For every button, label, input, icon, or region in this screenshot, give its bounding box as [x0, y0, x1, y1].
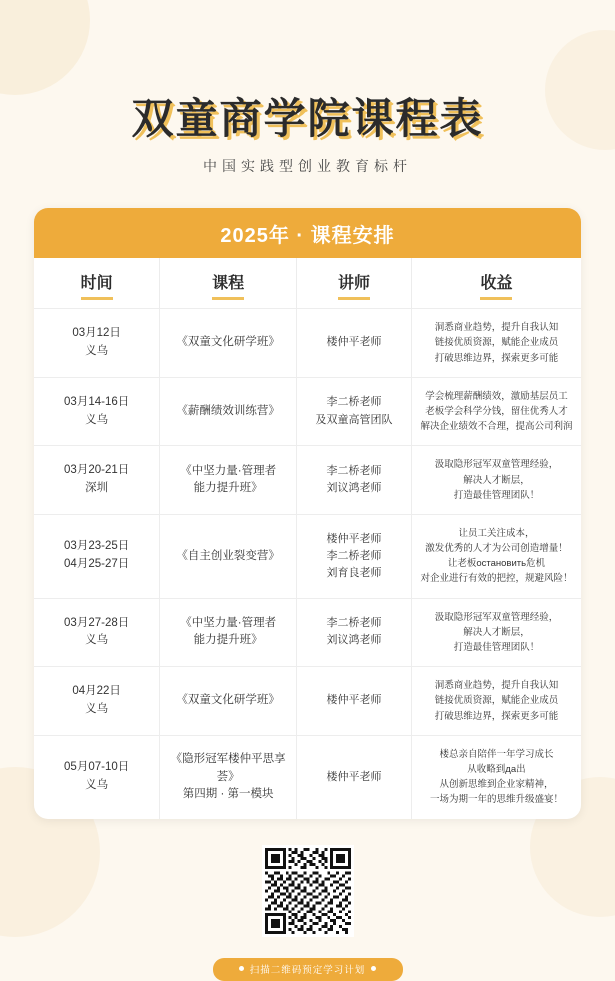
cell-teacher: 李二桥老师 刘议鸿老师: [297, 446, 412, 515]
qr-caption-text: 扫描二维码预定学习计划: [249, 964, 366, 976]
cell-teacher: 楼仲平老师: [297, 309, 412, 378]
page-title: 双童商学院课程表: [131, 95, 484, 142]
column-header-teacher: [297, 258, 412, 309]
table-header-row: [34, 258, 581, 309]
cell-course: 《隐形冠军楼仲平思享荟》 第四期 · 第一模块: [160, 735, 297, 818]
table-row: [34, 446, 581, 515]
cell-time: 03月20-21日 深圳: [34, 446, 160, 515]
qr-caption: [213, 958, 403, 981]
column-header-benefit: [411, 258, 581, 309]
cell-teacher: 楼仲平老师: [297, 735, 412, 818]
table-row: [34, 514, 581, 598]
cell-benefit: 洞悉商业趋势，提升自我认知 链接优质资源，赋能企业成员 打破思维边界，探索更多可能: [411, 309, 581, 378]
cell-time: 03月23-25日 04月25-27日: [34, 514, 160, 598]
cell-benefit: 洞悉商业趋势，提升自我认知 链接优质资源，赋能企业成员 打破思维边界，探索更多可能: [411, 667, 581, 736]
cell-teacher: 李二桥老师 刘议鸿老师: [297, 598, 412, 667]
cell-course: 《双童文化研学班》: [160, 309, 297, 378]
column-header-benefit-label: 收益: [480, 270, 512, 300]
cell-time: 05月07-10日 义乌: [34, 735, 160, 818]
cell-benefit: 楼总亲自陪伴一年学习成长 从收略到да出 从创新思维到企业家精神， 一场为期一年的思维升级盛宴！: [411, 735, 581, 818]
cell-benefit: 汲取隐形冠军双童管理经验， 解决人才断层， 打造最佳管理团队！: [411, 446, 581, 515]
table-row: [34, 309, 581, 378]
cell-teacher: 李二桥老师 及双童高管团队: [297, 377, 412, 446]
page-subtitle: 中国实践型创业教育标杆: [203, 158, 412, 175]
table-row: [34, 667, 581, 736]
qr-section: [34, 845, 581, 981]
schedule-banner: [34, 208, 581, 258]
schedule-banner-text: 2025年 · 课程安排: [220, 225, 395, 248]
cell-time: 03月12日 义乌: [34, 309, 160, 378]
column-header-time-label: 时间: [81, 270, 113, 300]
cell-course: 《自主创业裂变营》: [160, 514, 297, 598]
cell-teacher: 楼仲平老师: [297, 667, 412, 736]
cell-time: 03月14-16日 义乌: [34, 377, 160, 446]
cell-teacher: 楼仲平老师 李二桥老师 刘育良老师: [297, 514, 412, 598]
column-header-course-label: 课程: [212, 270, 244, 300]
qr-code[interactable]: [262, 845, 354, 937]
cell-course: 《薪酬绩效训练营》: [160, 377, 297, 446]
dot-icon-left: [239, 966, 244, 971]
cell-benefit: 汲取隐形冠军双童管理经验， 解决人才断层， 打造最佳管理团队！: [411, 598, 581, 667]
table-row: [34, 377, 581, 446]
cell-course: 《中坚力量·管理者 能力提升班》: [160, 446, 297, 515]
cell-course: 《中坚力量·管理者 能力提升班》: [160, 598, 297, 667]
schedule-table: [34, 258, 581, 818]
cell-benefit: 学会梳理薪酬绩效，激励基层员工 老板学会科学分钱，留住优秀人才 解决企业绩效不合理，提高公司利润: [411, 377, 581, 446]
cell-time: 04月22日 义乌: [34, 667, 160, 736]
dot-icon-right: [371, 966, 376, 971]
column-header-course: [160, 258, 297, 309]
schedule-card: [34, 208, 581, 818]
column-header-time: [34, 258, 160, 309]
cell-benefit: 让员工关注成本， 激发优秀的人才为公司创造增量！ 让老板остановить危机 对企业进行有效的把控，规避风险！: [411, 514, 581, 598]
table-row: [34, 598, 581, 667]
cell-course: 《双童文化研学班》: [160, 667, 297, 736]
column-header-teacher-label: 讲师: [338, 270, 370, 300]
cell-time: 03月27-28日 义乌: [34, 598, 160, 667]
table-row: [34, 735, 581, 818]
poster-header: [34, 0, 581, 176]
